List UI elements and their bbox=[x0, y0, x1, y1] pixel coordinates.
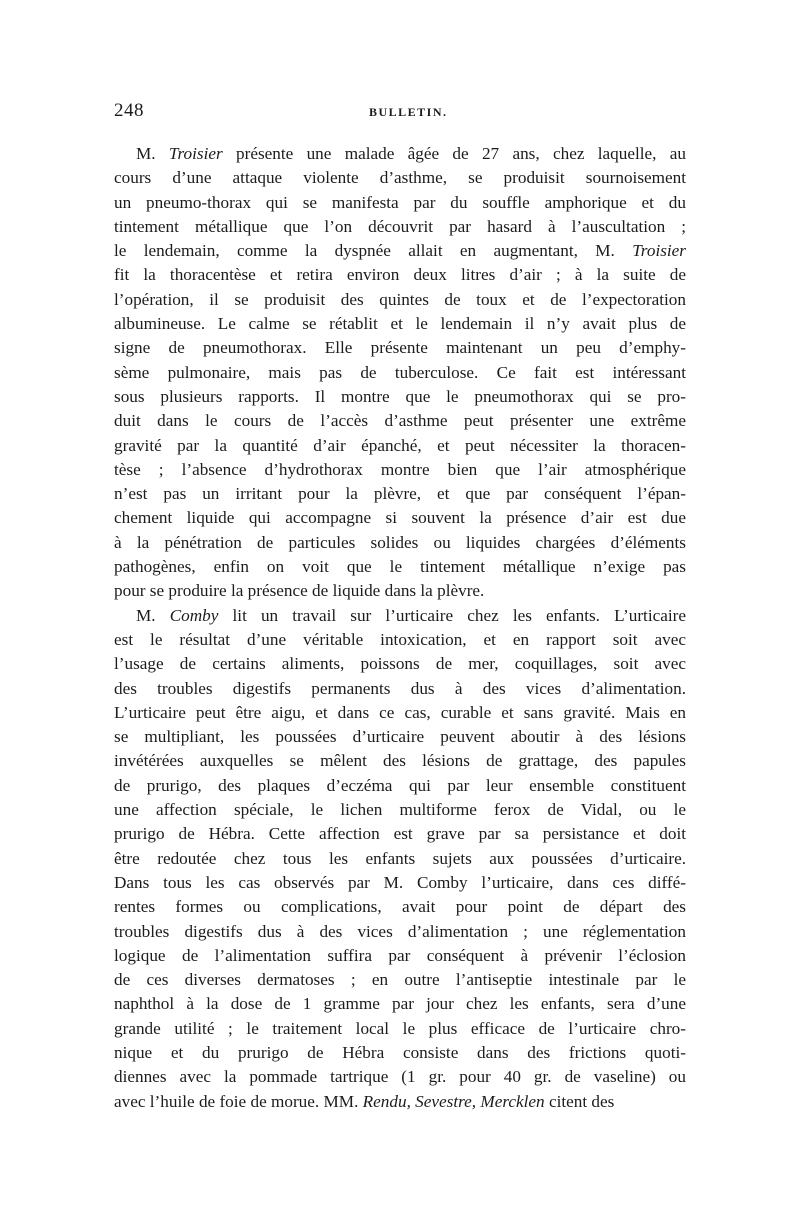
text-segment: un pneumo-thorax qui se manifesta par du souffle amphorique et du bbox=[114, 192, 686, 212]
text-segment: cours d’une attaque violente d’asthme, se produisit sournoisement bbox=[114, 168, 686, 188]
text-line bbox=[114, 604, 686, 628]
running-title: BULLETIN. bbox=[369, 105, 448, 119]
text-segment: se multipliant, les poussées d’urticaire peuvent aboutir à des lésions bbox=[114, 727, 686, 747]
text-segment: une affection spéciale, le lichen multiforme ferox de Vidal, ou le bbox=[114, 800, 686, 820]
paragraph bbox=[114, 604, 686, 1114]
text-line bbox=[114, 677, 686, 701]
text-segment: tèse ; l’absence d’hydrothorax montre bien que l’air atmosphérique bbox=[114, 459, 686, 479]
text-line bbox=[114, 385, 686, 409]
text-segment: présente une malade âgée de 27 ans, chez laquelle, au bbox=[222, 144, 686, 163]
text-segment: chement liquide qui accompagne si souvent la présence d’air est due bbox=[114, 508, 686, 528]
text-segment: pathogènes, enfin on voit que le tintement métallique n’exige pas bbox=[114, 557, 686, 577]
text-segment: M. bbox=[136, 605, 170, 625]
text-segment: rentes formes ou complications, avait pour point de départ des bbox=[114, 897, 686, 917]
text-segment: de ces diverses dermatoses ; en outre l’antiseptie intestinale par le bbox=[114, 970, 686, 990]
text-line bbox=[114, 1017, 686, 1041]
text-line bbox=[114, 191, 686, 215]
text-line bbox=[114, 288, 686, 312]
text-line bbox=[114, 1065, 686, 1089]
text-segment: sème pulmonaire, mais pas de tuberculose. Ce fait est intéressant bbox=[114, 362, 686, 382]
text-segment: sous plusieurs rapports. Il montre que le pneumothorax qui se pro- bbox=[114, 386, 686, 406]
text-segment: Dans tous les cas observés par M. Comby l’urticaire, dans ces diffé- bbox=[114, 872, 686, 892]
text-line bbox=[114, 239, 686, 263]
text-line bbox=[114, 579, 686, 603]
text-segment: grande utilité ; le traitement local le plus efficace de l’urticaire chro- bbox=[114, 1018, 686, 1038]
text-line bbox=[114, 142, 686, 166]
italic-name: Troisier bbox=[632, 241, 686, 261]
text-segment: M. bbox=[136, 144, 169, 163]
text-line bbox=[114, 992, 686, 1016]
text-line bbox=[114, 871, 686, 895]
text-segment: de prurigo, des plaques d’eczéma qui par leur ensemble constituent bbox=[114, 775, 686, 795]
text-line bbox=[114, 968, 686, 992]
text-line bbox=[114, 920, 686, 944]
text-line bbox=[114, 944, 686, 968]
text-line bbox=[114, 652, 686, 676]
text-line bbox=[114, 312, 686, 336]
text-line bbox=[114, 1090, 686, 1114]
text-line bbox=[114, 798, 686, 822]
text-line bbox=[114, 555, 686, 579]
paragraph bbox=[114, 142, 686, 604]
text-line bbox=[114, 725, 686, 749]
text-segment: est le résultat d’une véritable intoxication, et en rapport soit avec bbox=[114, 629, 686, 649]
text-segment: prurigo de Hébra. Cette affection est grave par sa persistance et doit bbox=[114, 824, 686, 844]
page-header bbox=[114, 100, 686, 126]
text-line bbox=[114, 506, 686, 530]
text-line bbox=[114, 895, 686, 919]
text-segment: invétérées auxquelles se mêlent des lésions de grattage, des papules bbox=[114, 751, 686, 771]
text-line bbox=[114, 847, 686, 871]
italic-name: Rendu, Sevestre, Mercklen bbox=[362, 1091, 545, 1111]
text-segment: troubles digestifs dus à des vices d’alimentation ; une réglementation bbox=[114, 921, 686, 941]
text-line bbox=[114, 434, 686, 458]
italic-name: Comby bbox=[169, 605, 219, 625]
text-segment: à la pénétration de particules solides ou liquides chargées d’éléments bbox=[114, 532, 686, 552]
text-segment: logique de l’alimentation suffira par conséquent à prévenir l’éclosion bbox=[114, 945, 686, 965]
text-segment: l’opération, il se produisit des quintes de toux et de l’expectoration bbox=[114, 289, 686, 309]
text-segment: tintement métallique que l’on découvrit par hasard à l’auscultation ; bbox=[114, 216, 686, 236]
text-line bbox=[114, 409, 686, 433]
text-segment: duit dans le cours de l’accès d’asthme peut présenter une extrême bbox=[114, 411, 686, 431]
text-line bbox=[114, 701, 686, 725]
text-line bbox=[114, 749, 686, 773]
text-segment: gravité par la quantité d’air épanché, et peut nécessiter la thoracen- bbox=[114, 435, 686, 455]
text-segment: l’usage de certains aliments, poissons de mer, coquillages, soit avec bbox=[114, 654, 686, 674]
text-line bbox=[114, 336, 686, 360]
text-segment: signe de pneumothorax. Elle présente maintenant un peu d’emphy- bbox=[114, 338, 686, 358]
text-line bbox=[114, 628, 686, 652]
text-segment: être redoutée chez tous les enfants sujets aux poussées d’urticaire. bbox=[114, 848, 686, 868]
text-segment: n’est pas un irritant pour la plèvre, et que par conséquent l’épan- bbox=[114, 484, 686, 504]
body-text bbox=[114, 142, 686, 1114]
text-line bbox=[114, 1041, 686, 1065]
text-segment: avec l’huile de foie de morue. MM. bbox=[114, 1091, 363, 1111]
page-number: 248 bbox=[114, 100, 144, 121]
text-line bbox=[114, 361, 686, 385]
text-segment: fit la thoracentèse et retira environ deux litres d’air ; à la suite de bbox=[114, 265, 686, 285]
text-line bbox=[114, 263, 686, 287]
text-line bbox=[114, 531, 686, 555]
text-segment: le lendemain, comme la dyspnée allait en augmentant, M. bbox=[114, 241, 633, 261]
text-segment: albumineuse. Le calme se rétablit et le lendemain il n’y avait plus de bbox=[114, 314, 686, 334]
text-line bbox=[114, 774, 686, 798]
text-line bbox=[114, 166, 686, 190]
text-segment: nique et du prurigo de Hébra consiste dans des frictions quoti- bbox=[114, 1042, 686, 1062]
text-segment: des troubles digestifs permanents dus à des vices d’alimentation. bbox=[114, 678, 686, 698]
text-segment: naphthol à la dose de 1 gramme par jour chez les enfants, sera d’une bbox=[114, 994, 686, 1014]
text-line bbox=[114, 822, 686, 846]
text-segment: L’urticaire peut être aigu, et dans ce cas, curable et sans gravité. Mais en bbox=[114, 702, 686, 722]
text-line bbox=[114, 482, 686, 506]
text-line bbox=[114, 458, 686, 482]
text-segment: diennes avec la pommade tartrique (1 gr. pour 40 gr. de vaseline) ou bbox=[114, 1067, 686, 1087]
italic-name: Troisier bbox=[168, 144, 223, 163]
text-line bbox=[114, 215, 686, 239]
text-segment: pour se produire la présence de liquide dans la plèvre. bbox=[114, 581, 485, 601]
text-segment: citent des bbox=[544, 1091, 615, 1111]
text-segment: lit un travail sur l’urticaire chez les enfants. L’urticaire bbox=[218, 605, 686, 625]
